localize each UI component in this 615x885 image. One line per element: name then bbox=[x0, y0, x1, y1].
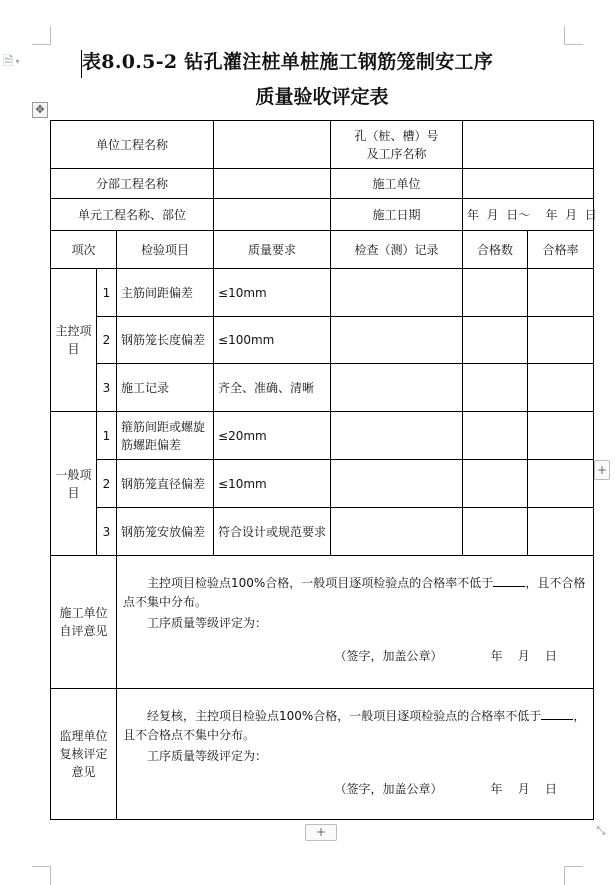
column-header-row bbox=[51, 231, 594, 269]
self-assessment-text-after: ，且不合格点不集中分布。 bbox=[123, 576, 586, 609]
unit-work-row bbox=[51, 199, 594, 231]
general-row-item: 钢筋笼直径偏差 bbox=[117, 460, 214, 508]
general-row-pass-count[interactable] bbox=[463, 508, 528, 556]
self-assessment-content[interactable] bbox=[117, 556, 594, 689]
main-control-row bbox=[51, 269, 594, 317]
main-control-row-pass-rate[interactable] bbox=[528, 364, 594, 412]
page-crop-mark-top-right bbox=[564, 26, 583, 45]
supervision-review-text-before: 经复核，主控项目检验点100%合格，一般项目逐项检验点的合格率不低于 bbox=[147, 709, 542, 723]
unit-project-row bbox=[51, 121, 594, 169]
main-control-row-pass-rate[interactable] bbox=[528, 269, 594, 317]
main-control-row-pass-count[interactable] bbox=[463, 317, 528, 364]
general-group-label: 一般项目 bbox=[51, 412, 97, 556]
hole-number-value[interactable] bbox=[463, 121, 594, 169]
self-assessment-signature-line bbox=[123, 647, 587, 666]
main-control-row-record[interactable] bbox=[331, 317, 463, 364]
general-row-pass-rate[interactable] bbox=[528, 460, 594, 508]
general-row-item: 钢筋笼安放偏差 bbox=[117, 508, 214, 556]
self-assessment-text-before: 主控项目检验点100%合格，一般项目逐项检验点的合格率不低于 bbox=[147, 576, 494, 590]
construction-unit-value[interactable] bbox=[463, 169, 594, 199]
supervision-review-content[interactable] bbox=[117, 689, 594, 820]
self-assessment-row bbox=[51, 556, 594, 689]
general-row-pass-count[interactable] bbox=[463, 412, 528, 460]
self-assessment-rating: 工序质量等级评定为： bbox=[147, 616, 268, 630]
self-assessment-label: 施工单位自评意见 bbox=[51, 556, 117, 689]
add-row-plus-icon[interactable]: + bbox=[305, 824, 337, 841]
general-row-requirement: ≤20mm bbox=[214, 412, 331, 460]
general-row-requirement: 符合设计或规范要求 bbox=[214, 508, 331, 556]
page-crop-mark-top-left bbox=[32, 26, 51, 45]
division-project-row bbox=[51, 169, 594, 199]
main-control-row-requirement: ≤10mm bbox=[214, 269, 331, 317]
general-row bbox=[51, 508, 594, 556]
supervision-review-date: 年 月 日 bbox=[490, 782, 558, 796]
supervision-review-rating: 工序质量等级评定为： bbox=[147, 749, 268, 763]
general-row-no: 3 bbox=[97, 508, 117, 556]
main-control-row-requirement: ≤100mm bbox=[214, 317, 331, 364]
self-assessment-signature: （签字，加盖公章） bbox=[334, 649, 443, 663]
general-row-no: 2 bbox=[97, 460, 117, 508]
general-row-no: 1 bbox=[97, 412, 117, 460]
hole-number-label-line-1: 孔（桩、槽）号 bbox=[354, 128, 439, 143]
supervision-review-signature-line bbox=[123, 780, 587, 799]
supervision-review-row bbox=[51, 689, 594, 820]
construction-date-label: 施工日期 bbox=[331, 199, 463, 231]
self-assessment-statement bbox=[123, 574, 587, 612]
column-header-quality-requirement: 质量要求 bbox=[214, 231, 331, 269]
supervision-review-label: 监理单位复核评定意见 bbox=[51, 689, 117, 820]
self-assessment-rate-blank[interactable] bbox=[493, 574, 525, 587]
document-title[interactable] bbox=[82, 47, 572, 109]
column-header-check-item: 检验项目 bbox=[117, 231, 214, 269]
supervision-review-text-after: ，且不合格点不集中分布。 bbox=[123, 709, 586, 742]
supervision-review-statement bbox=[123, 707, 587, 745]
column-header-item: 项次 bbox=[51, 231, 117, 269]
general-row bbox=[51, 460, 594, 508]
main-control-row-no: 1 bbox=[97, 269, 117, 317]
unit-project-label: 单位工程名称 bbox=[51, 121, 214, 169]
general-row-record[interactable] bbox=[331, 508, 463, 556]
main-control-row-pass-rate[interactable] bbox=[528, 317, 594, 364]
main-control-row-requirement: 齐全、准确、清晰 bbox=[214, 364, 331, 412]
main-control-row-record[interactable] bbox=[331, 269, 463, 317]
general-row-pass-rate[interactable] bbox=[528, 412, 594, 460]
column-header-inspection-record: 检查（测）记录 bbox=[331, 231, 463, 269]
inspection-form-table bbox=[50, 120, 597, 820]
hole-number-label bbox=[331, 121, 463, 169]
main-control-group-label: 主控项目 bbox=[51, 269, 97, 412]
document-icon[interactable] bbox=[3, 54, 29, 70]
hole-number-label-line-2: 及工序名称 bbox=[366, 146, 427, 161]
page-crop-mark-bottom-left bbox=[32, 866, 51, 885]
main-control-row-item: 钢筋笼长度偏差 bbox=[117, 317, 214, 364]
main-control-row-record[interactable] bbox=[331, 364, 463, 412]
division-project-label: 分部工程名称 bbox=[51, 169, 214, 199]
construction-date-value[interactable]: 年 月 日～ 年 月 日 bbox=[463, 199, 594, 231]
main-control-row-no: 2 bbox=[97, 317, 117, 364]
main-control-row bbox=[51, 317, 594, 364]
page-crop-mark-bottom-right bbox=[564, 866, 583, 885]
general-row-pass-rate[interactable] bbox=[528, 508, 594, 556]
move-icon[interactable]: ✥ bbox=[32, 102, 48, 118]
general-row bbox=[51, 412, 594, 460]
supervision-review-rate-blank[interactable] bbox=[541, 707, 573, 720]
column-header-pass-count: 合格数 bbox=[463, 231, 528, 269]
document-glyph: 🗎 bbox=[3, 54, 14, 70]
column-header-pass-rate: 合格率 bbox=[528, 231, 594, 269]
chevron-down-icon: ▾ bbox=[15, 57, 20, 66]
division-project-value[interactable] bbox=[214, 169, 331, 199]
title-line-2[interactable]: 质量验收评定表 bbox=[255, 86, 389, 108]
unit-work-value[interactable] bbox=[214, 199, 331, 231]
general-row-record[interactable] bbox=[331, 412, 463, 460]
title-line-1[interactable]: 表8.0.5-2 钻孔灌注桩单桩施工钢筋笼制安工序 bbox=[82, 51, 494, 73]
add-column-plus-icon[interactable]: + bbox=[594, 460, 610, 480]
main-control-row-pass-count[interactable] bbox=[463, 269, 528, 317]
general-row-item: 箍筋间距或螺旋筋螺距偏差 bbox=[117, 412, 214, 460]
general-row-pass-count[interactable] bbox=[463, 460, 528, 508]
main-control-row-no: 3 bbox=[97, 364, 117, 412]
general-row-requirement: ≤10mm bbox=[214, 460, 331, 508]
resize-icon[interactable]: ⤡ bbox=[596, 824, 606, 837]
main-control-row bbox=[51, 364, 594, 412]
main-control-row-pass-count[interactable] bbox=[463, 364, 528, 412]
self-assessment-date: 年 月 日 bbox=[490, 649, 558, 663]
construction-unit-label: 施工单位 bbox=[331, 169, 463, 199]
main-control-row-item: 主筋间距偏差 bbox=[117, 269, 214, 317]
main-control-row-item: 施工记录 bbox=[117, 364, 214, 412]
unit-work-label: 单元工程名称、部位 bbox=[51, 199, 214, 231]
general-row-record[interactable] bbox=[331, 460, 463, 508]
supervision-review-signature: （签字，加盖公章） bbox=[334, 782, 443, 796]
unit-project-value[interactable] bbox=[214, 121, 331, 169]
